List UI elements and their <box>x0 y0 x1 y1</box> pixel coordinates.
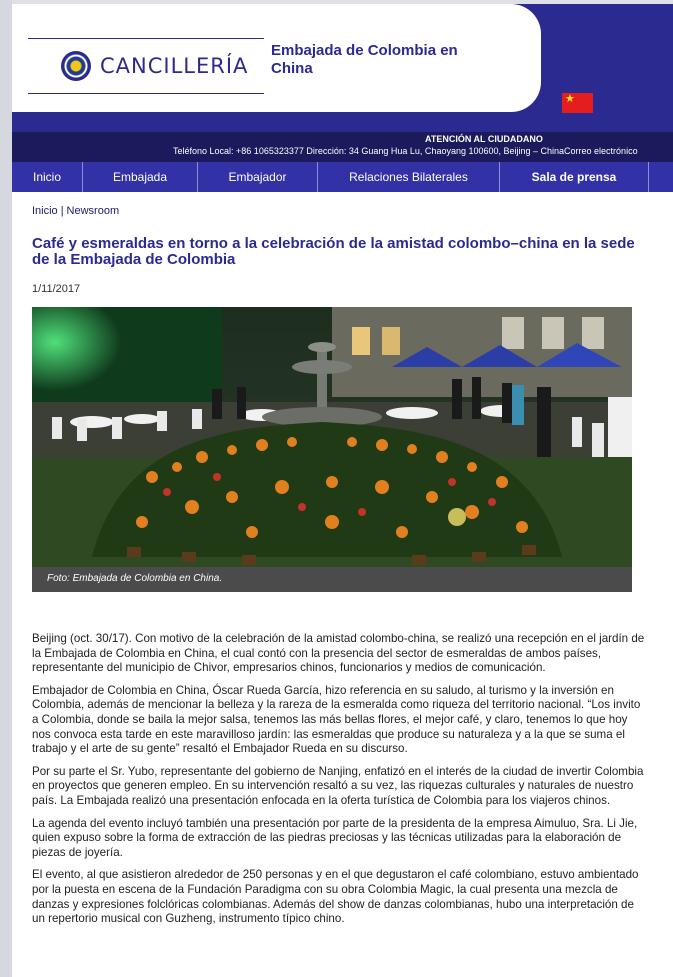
nav-item-sala-de-prensa[interactable]: Sala de prensa <box>500 162 649 192</box>
china-flag-icon[interactable] <box>562 93 593 113</box>
article-photo <box>32 307 632 592</box>
article-paragraph: La agenda del evento incluyó también una presentación por parte de la presidenta de la empresa Aimuluo, Sra. Li Jie, quien expuso sobre la forma de extracción de las piedras preciosas y las técnicas utilizadas para la elaboración de piezas de joyería. <box>32 816 638 859</box>
article-paragraph: Beijing (oct. 30/17). Con motivo de la celebración de la amistad colombo-china, se realizó una recepción en el jardín de la Embajada de Colombia en China, el cual contó con la presencia del sector de esmeraldas de ambos países, representante del municipio de Chivor, empresarios chinos, funcionarios y medios de comunicación. <box>32 632 645 675</box>
garden-reception-photo <box>32 307 632 592</box>
breadcrumb-current[interactable]: Newsroom <box>66 205 120 217</box>
breadcrumb-separator: | <box>60 205 64 217</box>
colombia-seal-icon <box>61 51 91 81</box>
nav-item-embajada[interactable]: Embajada <box>83 162 198 192</box>
site-header <box>12 4 673 132</box>
contact-title: ATENCIÓN AL CIUDADANO <box>425 134 543 144</box>
header-brand-panel <box>12 4 575 112</box>
article-paragraph: Por su parte el Sr. Yubo, representante del gobierno de Nanjing, enfatizó en el interés de la ciudad de invertir Colombia en proyectos que generen empleo. En su intervención resaltó a su vez, las riquezas culturales y naturales de nuestro país. La Embajada realizó una presentación enfocada en la oferta turística de Colombia para los viajeros chinos. <box>32 764 644 807</box>
breadcrumb-home-link[interactable]: Inicio <box>32 205 58 217</box>
contact-strip <box>12 132 673 162</box>
breadcrumb <box>32 205 119 217</box>
main-content <box>12 192 673 977</box>
logo-text: CANCILLERÍA <box>100 54 249 78</box>
article-body <box>32 632 645 935</box>
article-paragraph: El evento, al que asistieron alrededor de 250 personas y en el que degustaron el café colombiano, estuvo ambientado por la puesta en escena de la Fundación Paradigma con su obra Colombia Magic, la cual presenta una mezcla de danzas y expresiones folclóricas colombianas. Además del show de danzas colombianas, hubo una interpretación de un repertorio musical con Guzheng, instrumento típico chino. <box>32 868 639 926</box>
main-nav <box>12 162 673 192</box>
article-paragraph: Embajador de Colombia en China, Óscar Rueda García, hizo referencia en su saludo, al turismo y la inversión en Colombia, además de mencionar la belleza y la rareza de la esmeralda como riqueza del territorio nacional. “Los invito a Colombia, donde se baila la mejor salsa, tenemos las más bellas flores, el mejor café, y claro, tenemos lo que hoy nos convoca esta tarde en este maravilloso jardín: las esmeraldas que produce su naturaleza y a la que se suma el trabajo y el arte de su gente” resaltó el Embajador Rueda en su discurso. <box>32 683 641 756</box>
cancilleria-logo[interactable] <box>28 38 264 94</box>
photo-caption: Foto: Embajada de Colombia en China. <box>32 567 632 592</box>
article-title: Café y esmeraldas en torno a la celebración de la amistad colombo–china en la sede de la Embajada de Colombia <box>32 235 635 268</box>
nav-item-embajador[interactable]: Embajador <box>198 162 318 192</box>
embassy-title[interactable]: Embajada de Colombia en China <box>271 42 458 77</box>
nav-item-inicio[interactable]: Inicio <box>12 162 83 192</box>
left-scroll-rail <box>0 0 12 977</box>
nav-item-relaciones-bilaterales[interactable]: Relaciones Bilaterales <box>318 162 500 192</box>
contact-info: Teléfono Local: +86 1065323377 Dirección: 34 Guang Hua Lu, Chaoyang 100600, Beijing – ChinaCorreo electrónico <box>173 146 638 156</box>
article-date: 1/11/2017 <box>32 283 81 295</box>
flag-star-icon: ★ <box>565 93 575 105</box>
